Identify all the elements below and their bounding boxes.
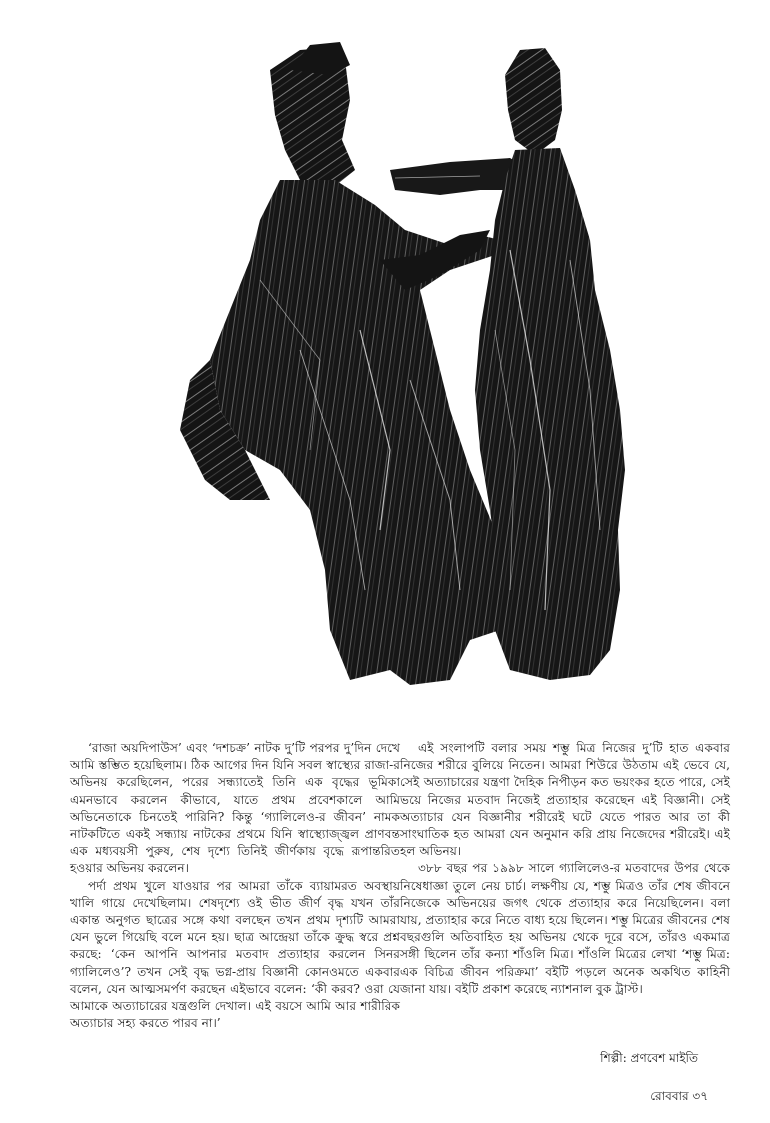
paragraph: ৩৮৮ বছর পর ১৯৯৮ সালে গ্যালিলেও-র মতবাদের উপর থেকে নিষেধাজ্ঞা তুলে নেয় চার্চ। লক্ষণীয় যে, শম্ভু মিত্রও তাঁর শেষ জীবনে নিজেকে অভিনয়ের জগৎ থেকে প্রত্যাহার করে নিয়েছিলেন। বলা যায়, প্রত্যাহার করে নিতে বাধ্য হয়ে ছিলেন। শম্ভু মিত্রের জীবনের শেষ বছরগুলি অতিবাহিত হয় অভিনয় থেকে দূরে বসে, তাঁরও একমাত্র সঙ্গী ছিলেন তাঁর কন্যা শাঁওলি মিত্র। শাঁওলি মিত্রের লেখা ‘শম্ভু মিত্র: এক বিচিত্র জীবন পরিক্রমা’ বইটি পড়লে অনেক অকথিত কাহিনী জানা যায়। বইটি প্রকাশ করেছে ন্যাশনাল বুক ট্রাস্ট। <box>400 861 730 996</box>
article-column-left <box>70 740 400 1032</box>
article-column-right <box>400 740 730 998</box>
artist-credit: শিল্পী: প্রণবেশ মাইতি <box>600 1051 698 1065</box>
paragraph: এই সংলাপটি বলার সময় শম্ভু মিত্র নিজের দু’টি হাত একবার নিজের শরীরে বুলিয়ে নিতেন। আমরা শিউরে উঠতাম এই ভেবে যে, সেই অত্যাচারের যন্ত্রণা দৈহিক নিপীড়ন কত ভয়ংকর হতে পারে, সেই ভয়ে নিজের মতবাদ নিজেই প্রত্যাহার করেছেন এই বিজ্ঞানী। সেই অত্যাচার যেন বিজ্ঞানীর শরীরেই ঘটে যেতে পারত আর তা কী সাংঘাতিক হত আমরা যেন অনুমান করি প্রায় নিজেদের শরীরেই। এই হল অভিনয়। <box>400 741 730 859</box>
left-figure <box>180 42 510 685</box>
woodcut-figures-illustration <box>150 30 650 720</box>
page-folio: রোববার ৩৭ <box>650 1089 708 1103</box>
paragraph: পর্দা প্রথম খুলে যাওয়ার পর আমরা তাঁকে ব্যায়ামরত অবস্থায় খালি গায়ে দেখেছিলাম। শেষদৃশ্যে ওই ভীত জীর্ণ বৃদ্ধ যখন তাঁর একান্ত অনুগত ছাত্রের সঙ্গে কথা বলছেন তখন প্রথম দৃশ্যটি আমরা যেন ভুলে গিয়েছি বলে মনে হয়। ছাত্র আন্দ্রেয়া তাঁকে ক্রুদ্ধ স্বরে প্রশ্ন করছে: ‘কেন আপনি আপনার মতবাদ প্রত্যাহার করলেন সিনর গ্যালিলেও’? তখন সেই বৃদ্ধ ভগ্ন-প্রায় বিজ্ঞানী কোনওমতে একবার বলেন, যেন আত্মসমর্পণ করছেন এইভাবে বলেন: ‘কী করব? ওরা যে আমাকে অত্যাচারের যন্ত্রগুলি দেখাল। এই বয়সে আমি আর শারীরিক অত্যাচার সহ্য করতে পারব না।’ <box>70 878 400 1031</box>
paragraph: ‘রাজা অয়দিপাউস’ এবং ‘দশচক্র’ নাটক দু’টি পরপর দু’দিন দেখে আমি স্তম্ভিত হয়েছিলাম। ঠিক আগের দিন যিনি সবল স্বাস্থ্যের রাজা-র অভিনয় করেছিলেন, পরের সন্ধ্যাতেই তিনি এক বৃদ্ধের ভূমিকা এমনভাবে করলেন কীভাবে, যাতে প্রথম প্রবেশকালে আমি অভিনেতাকে চিনতেই পারিনি? কিন্তু ‘গ্যালিলেও-র জীবন’ নামক নাটকটিতে একই সন্ধ্যায় নাটকের প্রথমে যিনি স্বাস্থ্যোজ্জ্বল প্রাণবন্ত এক মধ্যবয়সী পুরুষ, শেষ দৃশ্যে তিনিই জীর্ণকায় বৃদ্ধে রূপান্তরিত হওয়ার অভিনয় করলেন। <box>70 741 400 876</box>
